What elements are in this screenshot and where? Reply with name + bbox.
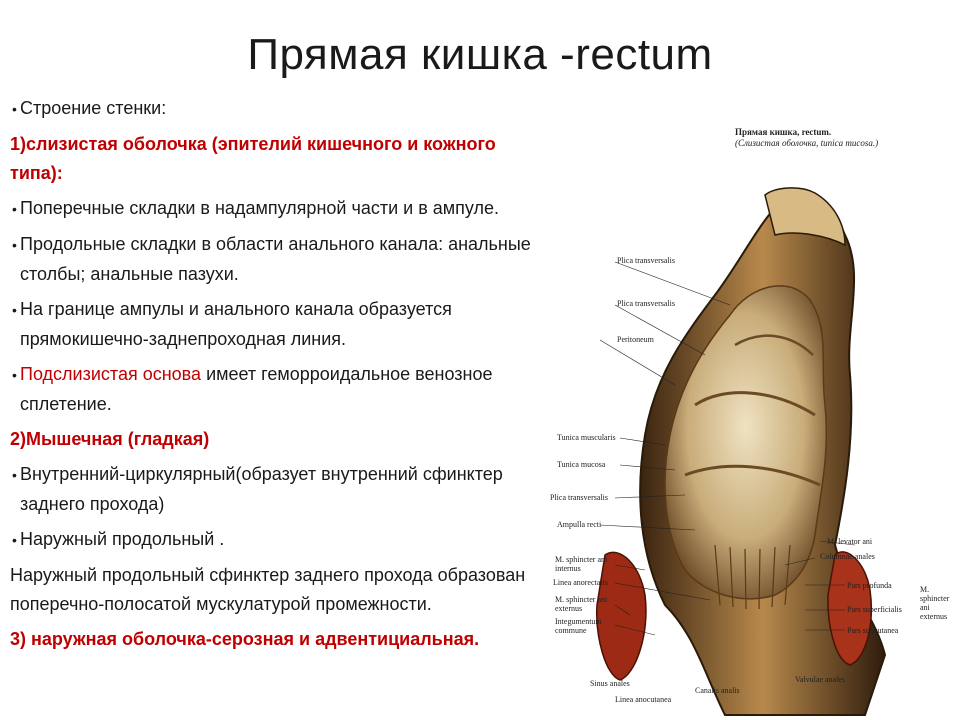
label-levator-ani: M. levator ani (827, 537, 873, 546)
paragraph-text: 3) наружная оболочка-серозная и адвентициальная. (10, 629, 480, 649)
label-sinus-anales: Sinus anales (590, 679, 630, 688)
paragraph-text: Наружный продольный сфинктер заднего прохода образован поперечно-полосатой мускулатурой промежности. (10, 565, 526, 614)
slide-body (8, 94, 548, 660)
text-paragraph (8, 130, 548, 188)
label-linea-anorectalis: Linea anorectalis (553, 578, 608, 587)
label-pars-subcutanea: Pars subcutanea (847, 626, 899, 635)
text-paragraph (8, 425, 548, 454)
bullet-item (8, 460, 548, 519)
label-valvulae-anales: Valvulae anales (795, 675, 845, 684)
rectum-illustration (545, 115, 960, 720)
label-sphincter-internus: M. sphincter ani internus (555, 555, 608, 573)
label-integumentum: Integumentum commune (555, 617, 602, 635)
figure-caption-subtitle: (Слизистая оболочка, tunica mucosa.) (735, 138, 879, 148)
label-tunica-muscularis: Tunica muscularis (557, 433, 616, 442)
paragraph-text: 1)слизистая оболочка (эпителий кишечного и кожного типа): (10, 134, 496, 183)
bullet-item (8, 194, 548, 224)
paragraph-text: 2)Мышечная (гладкая) (10, 429, 210, 449)
bullet-item (8, 525, 548, 555)
slide-title: Прямая кишка -rectum (247, 30, 713, 79)
bullet-item (8, 230, 548, 289)
paragraph-text: Наружный продольный . (20, 529, 225, 549)
label-sphincter-externus: M. sphincter ani externus (555, 595, 608, 613)
paragraph-text: имеет геморроидальное венозное сплетение. (20, 364, 493, 414)
bullet-item (8, 295, 548, 354)
bullet-item (8, 94, 548, 124)
bullet-item (8, 360, 548, 419)
label-pars-superficialis: Pars superficialis (847, 605, 902, 614)
paragraph-text: На границе ампулы и анального канала образуется прямокишечно-заднепроходная линия. (20, 299, 452, 349)
figure-caption-title: Прямая кишка, rectum. (735, 127, 832, 137)
highlighted-term: Подслизистая основа (20, 364, 202, 384)
label-columnae-anales: Columnae anales (820, 552, 875, 561)
paragraph-text: Строение стенки: (20, 98, 167, 118)
paragraph-text: Продольные складки в области анального канала: анальные столбы; анальные пазухи. (20, 234, 531, 284)
label-plica-transversalis: Plica transversalis (617, 256, 675, 265)
text-paragraph (8, 625, 548, 654)
text-paragraph (8, 561, 548, 619)
label-pars-profunda: Pars profunda (847, 581, 892, 590)
paragraph-text: Поперечные складки в надампулярной части и в ампуле. (20, 198, 500, 218)
label-plica-transversalis: Plica transversalis (550, 493, 608, 502)
label-tunica-mucosa: Tunica mucosa (557, 460, 606, 469)
label-linea-anocutanea: Linea anocutanea (615, 695, 672, 704)
paragraph-text: Внутренний-циркулярный(образует внутренний сфинктер заднего прохода) (20, 464, 503, 514)
label-peritoneum: Peritoneum (617, 335, 654, 344)
label-plica-transversalis: Plica transversalis (617, 299, 675, 308)
label-ampulla-recti: Ampulla recti (557, 520, 602, 529)
label-sphincter-externus-group: M. sphincter ani externus (920, 585, 950, 621)
label-canalis-analis: Canalis analis (695, 686, 740, 695)
